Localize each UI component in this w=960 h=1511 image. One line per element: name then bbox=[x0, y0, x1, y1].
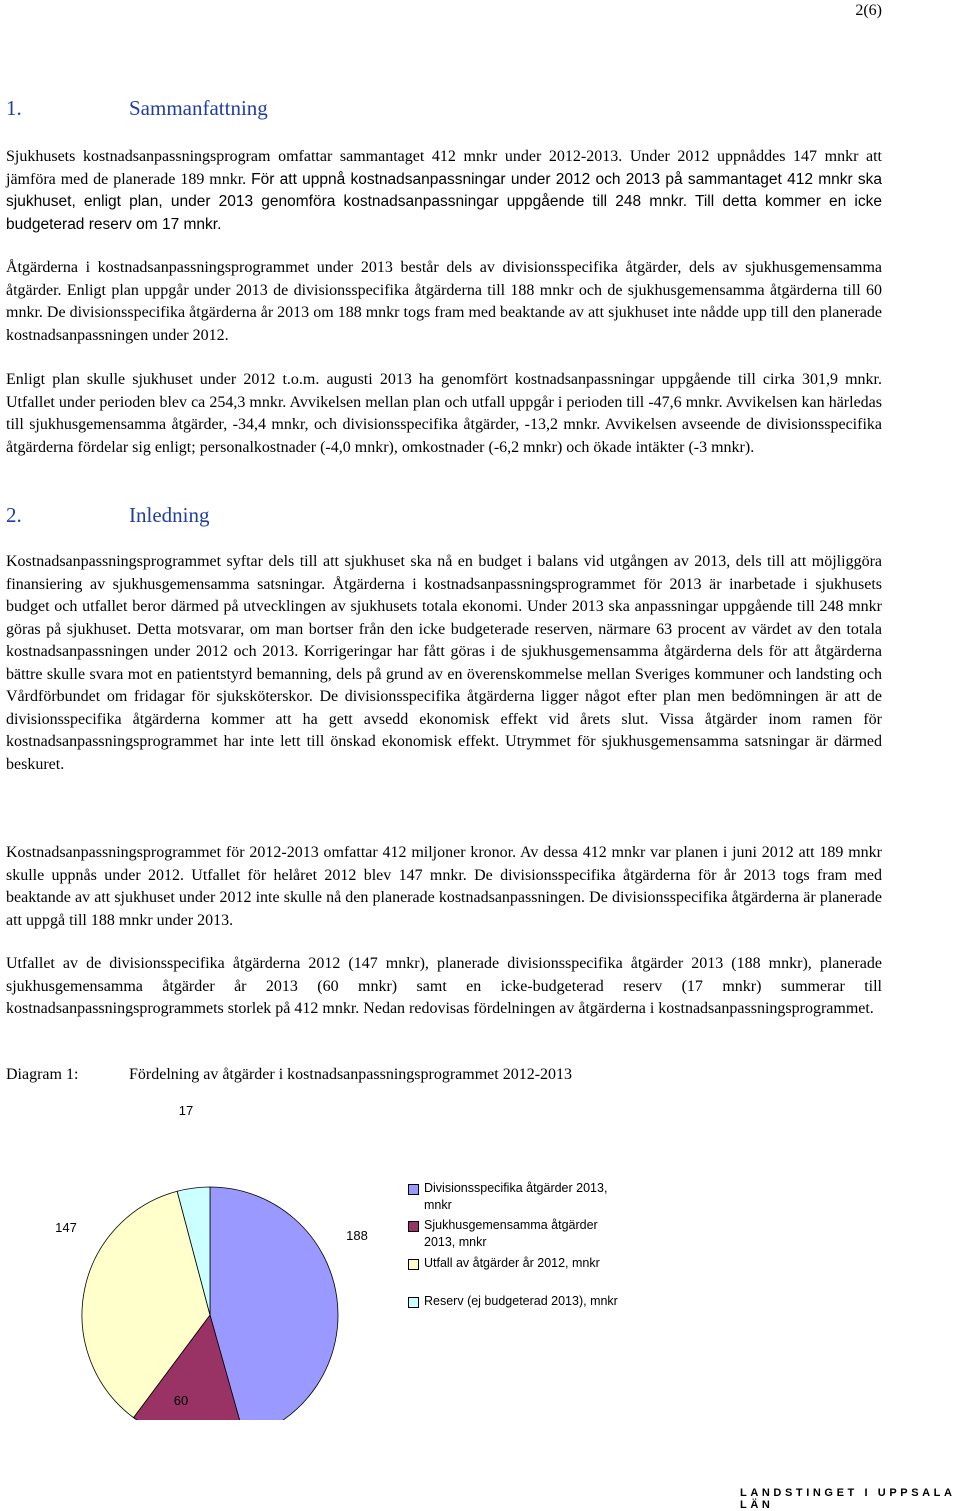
summary-paragraph-3: Enligt plan skulle sjukhuset under 2012 t.o.m. augusti 2013 ha genomfört kostnadsanpassningar uppgående till cirka 301,9 mnkr. Utfallet under perioden blev ca 254,3 mnkr. Avvikelsen mellan plan och utfall uppgår i perioden till -47,6 mnkr. Avvikelsen kan härledas till sjukhusgemensamma åtgärder, -34,4 mnkr, och divisionsspecifika åtgärder, -13,2 mnkr. Avvikelsen avseende de divisionsspecifika åtgärderna fördelar sig enligt; personalkostnader (-4,0 mnkr), omkostnader (-6,2 mnkr) och ökade intäkter (-3 mnkr). bbox=[6, 371, 882, 456]
pie-slice-value-label: 147 bbox=[55, 1220, 77, 1235]
section-heading-inledning bbox=[6, 503, 209, 528]
diagram-title: Fördelning av åtgärder i kostnadsanpassningsprogrammet 2012-2013 bbox=[129, 1066, 573, 1083]
legend-label: Utfall av åtgärder år 2012, mnkr bbox=[424, 1256, 600, 1270]
legend-swatch bbox=[408, 1297, 419, 1308]
section-title: Sammanfattning bbox=[129, 96, 268, 120]
summary-paragraph-1-sans: För att uppnå kostnadsanpassningar under 2012 och 2013 på sammantaget 412 mnkr ska sjukhuset, enligt plan, under 2013 genomföra kostnadsanpassningar uppgående till 248 mnkr. Till detta kommer en icke budgeterad reserv om 17 mnkr. bbox=[6, 170, 883, 233]
section-number: 1. bbox=[6, 96, 22, 120]
legend-label: Sjukhusgemensamma åtgärder 2013, mnkr bbox=[424, 1218, 598, 1249]
legend-swatch bbox=[408, 1221, 419, 1232]
footer-organization: LANDSTINGET I UPPSALA LÄN bbox=[740, 1487, 956, 1511]
summary-paragraph-1 bbox=[6, 146, 882, 236]
section-title: Inledning bbox=[129, 503, 210, 527]
pie-slice-value-label: 17 bbox=[178, 1103, 194, 1118]
diagram-caption bbox=[6, 1066, 572, 1084]
pie-slice-value-label: 188 bbox=[346, 1228, 368, 1243]
legend-label: Divisionsspecifika åtgärder 2013, mnkr bbox=[424, 1181, 608, 1212]
summary-paragraph-1-serif: Sjukhusets kostnadsanpassningsprogram omfattar sammantaget 412 mnkr under 2012-2013. Under 2012 uppnåddes 147 mnkr att jämföra med de planerade 189 mnkr. bbox=[6, 148, 882, 188]
intro-paragraph-1: Kostnadsanpassningsprogrammet syftar dels till att sjukhuset ska nå en budget i balans vid utgången av 2013, dels till att möjliggöra finansiering av sjukhusgemensamma satsningar. Åtgärderna i kostnadsanpassningsprogrammet för 2013 är inarbetade i sjukhusets budget och utfallet beror därmed på utvecklingen av sjukhusets totala ekonomi. Under 2013 ska anpassningar uppgående till 248 mnkr göras på sjukhuset. Detta motsvarar, om man bortser från den icke budgeterade reserven, närmare 63 procent av värdet av den totala kostnadsanpassningen under 2012 och 2013. Korrigeringar har fått göras i de sjukhusgemensamma åtgärderna dels för att åtgärderna bättre skulle svara mot en patientstyrd bemanning, dels på grund av en överenskommelse mellan Sveriges kommuner och landsting och Vårdförbundet om fridagar för sjuksköterskor. De divisionsspecifika åtgärderna ligger något efter plan men bedömningen är att de divisionsspecifika åtgärderna kommer att ha gett avsedd ekonomisk effekt vid årets slut. Vissa åtgärder inom ramen för kostnadsanpassningsprogrammet har inte lett till önskad ekonomisk effekt. Utrymmet för sjukhusgemensamma satsningar är därmed beskuret. bbox=[6, 553, 882, 773]
page-number: 2(6) bbox=[855, 2, 882, 19]
legend-swatch bbox=[408, 1184, 419, 1195]
legend-swatch bbox=[408, 1259, 419, 1270]
summary-paragraph-2: Åtgärderna i kostnadsanpassningsprogrammet under 2013 består dels av divisionsspecifika åtgärder, dels av sjukhusgemensamma åtgärder. Enligt plan uppgår under 2013 de divisionsspecifika åtgärderna till 188 mnkr och de sjukhusgemensamma åtgärderna till 60 mnkr. De divisionsspecifika åtgärderna år 2013 om 188 mnkr togs fram med beaktande av att sjukhuset inte nådde upp till den planerade kostnadsanpassningen under 2012. bbox=[6, 259, 882, 344]
diagram-label: Diagram 1: bbox=[6, 1066, 79, 1083]
section-number: 2. bbox=[6, 503, 22, 527]
intro-paragraph-3: Utfallet av de divisionsspecifika åtgärderna 2012 (147 mnkr), planerade divisionsspecifika åtgärder 2013 (188 mnkr), planerade sjukhusgemensamma åtgärder år 2013 (60 mnkr) samt en icke-budgeterad reserv (17 mnkr) summerar till kostnadsanpassningsprogrammets storlek på 412 mnkr. Nedan redovisas fördelningen av åtgärderna i kostnadsanpassningsprogrammet. bbox=[6, 955, 882, 1017]
pie-slice-value-label: 60 bbox=[173, 1393, 189, 1408]
intro-paragraph-2: Kostnadsanpassningsprogrammet för 2012-2013 omfattar 412 miljoner kronor. Av dessa 412 mnkr var planen i juni 2012 att 189 mnkr skulle uppnås under 2012. Utfallet för helåret 2012 blev 147 mnkr. De divisionsspecifika åtgärderna för år 2013 togs fram med beaktande av att sjukhuset under 2012 inte skulle nå den planerade kostnadsanpassningen. De divisionsspecifika åtgärderna är planerade att uppgå till 188 mnkr under 2013. bbox=[6, 844, 882, 929]
legend-label: Reserv (ej budgeterad 2013), mnkr bbox=[424, 1294, 618, 1308]
section-heading-sammanfattning bbox=[6, 96, 268, 121]
